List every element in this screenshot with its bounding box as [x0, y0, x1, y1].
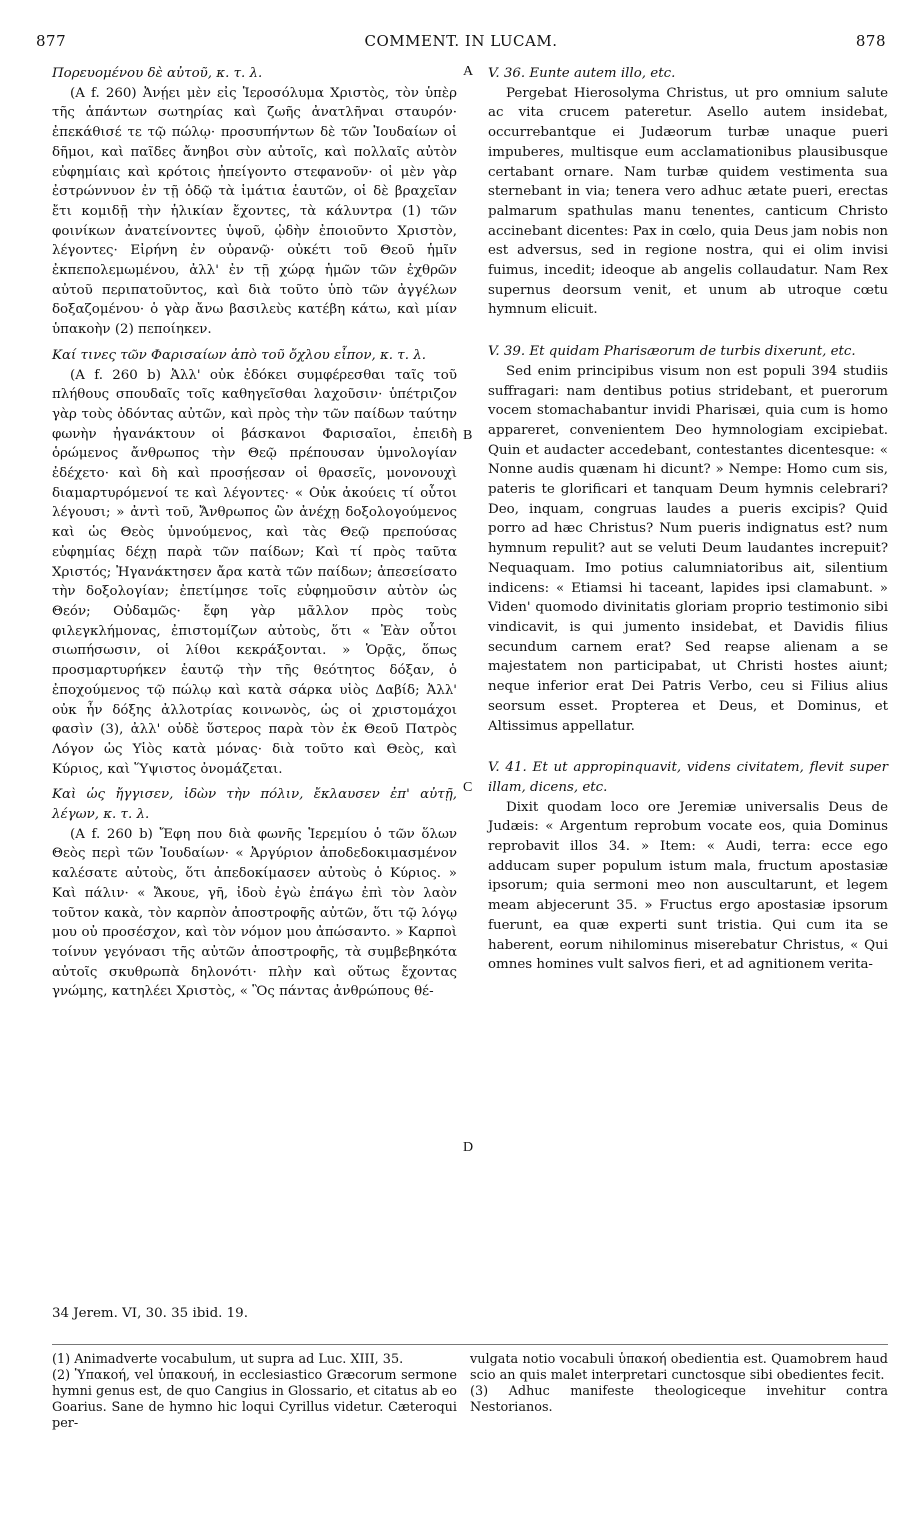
lemma: V. 41. Et ut appropinquavit, videns civitatem, flevit super illam, dicens, etc. [488, 760, 888, 795]
paragraph: Pergebat Hierosolyma Christus, ut pro omnium salute ac vita crucem pateretur. Asello autem insidebat, occurrebantque ei Judæorum turbæ unaque pueri impuberes, multisque eum acclamationibus plausibusque certabant ornare. Nam turbæ quidem vestimenta sua sternebant in via; tenera vero adhuc ætate pueri, erectas palmarum spathulas manu tenentes, canticum Christo accinebant dicentes: Pax in cœlo, quia Deus jam nobis non est adversus, sed in regione nostra, qui ei olim invisi fuimus, incedit; ideoque ab angelis collaudatur. Nam Rex supernus deorsum venit, et unum ab utroque cœtu hymnum elicuit. [488, 85, 888, 318]
page-number-right: 878 [855, 32, 886, 50]
running-title: COMMENT. IN LUCAM. [364, 32, 558, 50]
latin-column [488, 64, 888, 975]
page-header [36, 32, 886, 54]
lemma: V. 36. Eunte autem illo, etc. [488, 66, 676, 81]
margin-letter-d: D [463, 1140, 474, 1155]
paragraph: (A f. 260) Ἀνῄει μὲν εἰς Ἱεροσόλυμα Χριστὸς, τὸν ὑπὲρ τῆς ἁπάντων σωτηρίας καὶ ζωῆς ἀνατλῆναι σταυρόν· ἐπεκάθισέ τε τῷ πώλῳ· προσυπήντων δὲ τῶν Ἰουδαίων οἱ δῆμοι, καὶ παῖδες ἄνηβοι σὺν αὐτοῖς, καὶ πολλαῖς αὐτὸν εὐφημίαις καὶ κρότοις ἠπείγοντο στεφανοῦν· οἱ μὲν γὰρ ἐστρώννυον ἐν τῇ ὁδῷ τὰ ἱμάτια ἑαυτῶν, οἱ δὲ βραχεῖαν ἔτι κομιδῇ τὴν ἡλικίαν ἔχοντες, τὰ κάλυντρα (1) τῶν φοινίκων ἀνατείνοντες ὑψοῦ, ᾠδὴν ἐποιοῦντο Χριστὸν, λέγοντες· Εἰρήνη ἐν οὐρανῷ· οὐκέτι τοῦ Θεοῦ ἡμῖν ἐκπεπολεμωμένου, ἀλλ' ἐν τῇ χώρᾳ ἡμῶν τῶν ἐχθρῶν αὐτοῦ περιπατοῦντος, καὶ διὰ τοῦτο ὑπὸ τῶν ἀγγέλων δοξαζομένου· ὁ γὰρ ἄνω βασιλεὺς κατέβη κάτω, καὶ μίαν ὑπακοὴν (2) πεποίηκεν. [52, 85, 457, 338]
scripture-references: 34 Jerem. VI, 30. 35 ibid. 19. [52, 1306, 248, 1321]
note: (2) Ὑπακοή, vel ὑπακουή, in ecclesiastico Græcorum sermone hymni genus est, de quo Cangius in Glossario, et citatus ab eo Goarius. Sane de hymno hic loqui Cyrillus videtur. Cæteroqui per- [52, 1368, 457, 1431]
paragraph: (A f. 260 b) Ἀλλ' οὐκ ἐδόκει συμφέρεσθαι ταῖς τοῦ πλήθους σπουδαῖς τοῖς καθηγεῖσθαι λαχοῦσιν· ὑπέτριζον γὰρ τοὺς ὀδόντας αὐτῶν, καὶ πρὸς τὴν τῶν παίδων ταύτην φωνὴν ἠγανάκτουν οἱ βάσκανοι Φαρισαῖοι, ἐπειδὴ ὁρώμενος ἄνθρωπος τὴν Θεῷ πρέπουσαν ὑμνολογίαν ἐδέχετο· καὶ δὴ καὶ προσῄεσαν οἱ θρασεῖς, μονονουχὶ διαμαρτυρόμενοί τε καὶ λέγοντες· « Οὐκ ἀκούεις τί οὗτοι λέγουσι; » ἀντὶ τοῦ, Ἄνθρωπος ὢν ἀνέχῃ δοξολογούμενος καὶ ὡς Θεὸς ὑμνούμενος, καὶ τὰς Θεῷ πρεπούσας εὐφημίας δέχῃ παρὰ τῶν παίδων; Καὶ τί πρὸς ταῦτα Χριστός; Ἠγανάκτησεν ἄρα κατὰ τῶν παίδων; ἀπεσείσατο τὴν δοξολογίαν; ἐπετίμησε τοῖς εὐφημοῦσιν αὐτὸν ὡς Θεόν; Οὐδαμῶς· ἔφη γὰρ μᾶλλον πρὸς τοὺς φιλεγκλήμονας, ἐπιστομίζων αὐτοὺς, ὅτι « Ἐὰν οὗτοι σιωπήσωσιν, οἱ λίθοι κεκράξονται. » Ὁρᾷς, ὅπως προσμαρτυρήκεν ἑαυτῷ τὴν τῆς θεότητος δόξαν, ὁ ἐποχούμενος τῷ πώλῳ καὶ κατὰ σάρκα υἱὸς Δαβίδ; Ἀλλ' οὐκ ἦν δόξης ἀλλοτρίας κοινωνὸς, ὡς οἱ χριστομάχοι φασὶν (3), ἀλλ' οὐδὲ ὕστερος παρὰ τὸν ἐκ Θεοῦ Πατρὸς Λόγον ὡς Υἱὸς κατὰ μόνας· διὰ τοῦτο καὶ Θεὸς, καὶ Κύριος, καὶ Ὕψιστος ὀνομάζεται. [52, 367, 457, 777]
paragraph: Sed enim principibus visum non est populi 394 studiis suffragari: nam dentibus potius stridebant, et puerorum vocem stomachabantur invidi Pharisæi, quia cum is homo appareret, convenientem Deo hymnologiam excipiebat. Quin et audacter accedebant, contestantes dicentesque: « Nonne audis quænam hi dicunt? » Nempe: Homo cum sis, pateris te glorificari et tanquam Deum hymnis celebrari? Deo, inquam, congruas laudes a pueris excipis? Quid porro ad hæc Christus? Num pueris indignatus est? num hymnum repulit? aut se veluti Deum laudantes increpuit? Nequaquam. Imo potius calumniatoribus ait, silentium indicens: « Etiamsi hi taceant, lapides ipsi clamabunt. » Viden' quomodo divinitatis gloriam proprio testimonio sibi vindicavit, is qui jumento insidebat, et Davidis filius secundum carnem erat? Sed reapse alienam a se majestatem non participabat, ut Christi hostes aiunt; neque inferior erat Dei Patris Verbo, ceu si Filius alius seorsum esset. Propterea et Deus, et Dominus, et Altissimus appellatur. [488, 363, 888, 734]
greek-column [52, 64, 457, 1002]
note: (1) Animadverte vocabulum, ut supra ad Luc. XIII, 35. [52, 1352, 404, 1367]
lemma: Καί τινες τῶν Φαρισαίων ἀπὸ τοῦ ὄχλου εἶπον, κ. τ. λ. [52, 347, 426, 363]
lemma: Καὶ ὡς ἤγγισεν, ἰδὼν τὴν πόλιν, ἔκλαυσεν ἐπ' αὐτῇ, λέγων, κ. τ. λ. [52, 787, 457, 823]
note: vulgata notio vocabuli ὑπακοή obedientia est. Quamobrem haud scio an quis malet interpretari cunctosque sibi obedientes fecit. [470, 1352, 888, 1383]
lemma: Πορευομένου δὲ αὐτοῦ, κ. τ. λ. [52, 66, 263, 81]
paragraph: Dixit quodam loco ore Jeremiæ universalis Deus de Judæis: « Argentum reprobum vocate eos, quia Dominus reprobavit illos 34. » Item: « Audi, terra: ecce ego adducam super populum istum mala, fructum apostasiæ ipsorum; quia sermoni meo non auscultarunt, et legem meam abjecerunt 35. » Fructus ergo apostasiæ ipsorum fuerunt, ea quæ experti sunt tristia. Qui cum ita se haberent, eorum nihilominus miserebatur Christus, « Qui omnes homines vult salvos fieri, et ad agnitionem verita- [488, 799, 888, 973]
notes-left [52, 1352, 457, 1432]
lemma: V. 39. Et quidam Pharisæorum de turbis dixerunt, etc. [488, 344, 856, 360]
notes-right [470, 1352, 888, 1416]
margin-letter-a: A [463, 64, 474, 79]
page-number-left: 877 [36, 32, 67, 50]
margin-letter-c: C [463, 780, 473, 795]
note: (3) Adhuc manifeste theologiceque invehitur contra Nestorianos. [470, 1384, 888, 1415]
paragraph: (A f. 260 b) Ἔφη που διὰ φωνῆς Ἱερεμίου ὁ τῶν ὅλων Θεὸς περὶ τῶν Ἰουδαίων· « Ἀργύριον ἀποδεδοκιμασμένον καλέσατε αὐτοὺς, ὅτι ἀπεδοκίμασεν αὐτοὺς ὁ Κύριος. » Καὶ πάλιν· « Ἄκουε, γῆ, ἰδοὺ ἐγὼ ἐπάγω ἐπὶ τὸν λαὸν τοῦτον κακὰ, τὸν καρπὸν ἀποστροφῆς αὐτῶν, ὅτι τῷ λόγῳ μου οὐ προσέσχον, καὶ τὸν νόμον μου ἀπώσαντο. » Καρποὶ τοίνυν γεγόνασι τῆς αὐτῶν ἀποστροφῆς, τὰ συμβεβηκότα αὐτοῖς σκυθρωπὰ δηλονότι· πλὴν καὶ οὕτως ἔχοντας γνώμης, κατηλέει Χριστὸς, « Ὃς πάντας ἀνθρώπους θέ- [52, 826, 457, 1000]
divider [52, 1344, 888, 1345]
margin-letter-b: B [463, 428, 473, 443]
